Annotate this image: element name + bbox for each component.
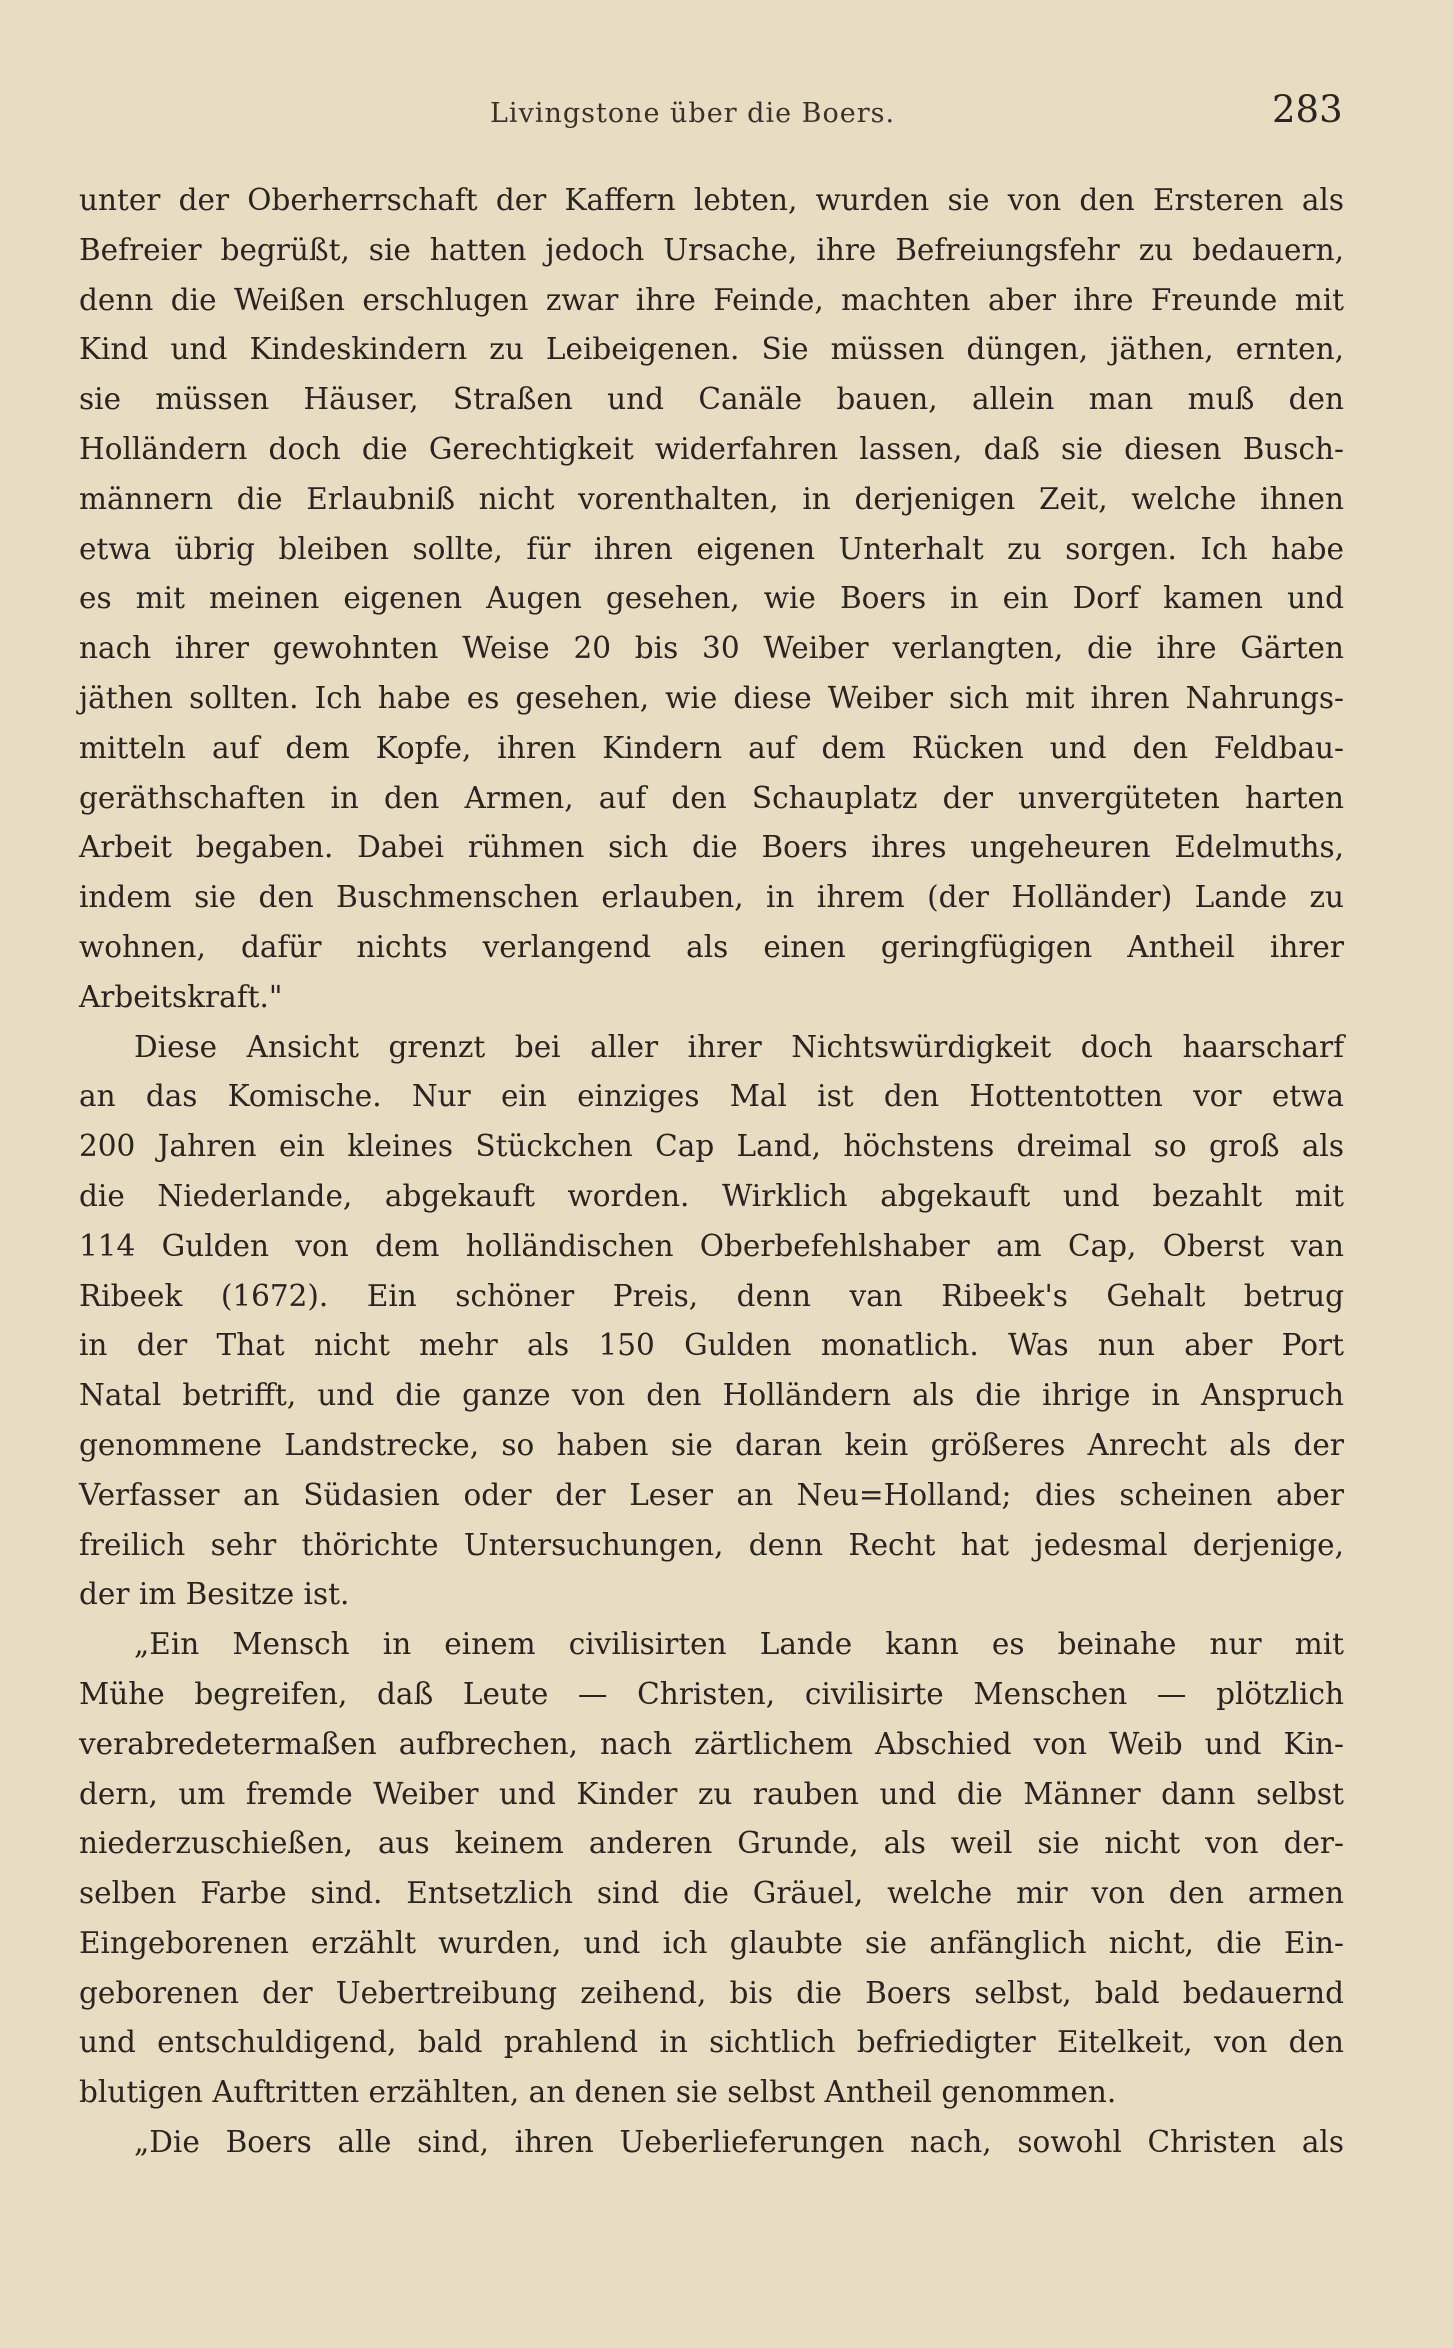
text-line: Arbeitskraft.": [79, 979, 283, 1014]
text-line: Kind und Kindeskindern zu Leibeigenen. Sie müssen düngen, jäthen, ernten,: [79, 332, 1344, 367]
text-line: freilich sehr thörichte Untersuchungen, denn Recht hat jedesmal derjenige,: [79, 1527, 1344, 1562]
text-line: 200 Jahren ein kleines Stückchen Cap Land, höchstens dreimal so groß als: [79, 1129, 1344, 1164]
text-line: an das Komische. Nur ein einziges Mal ist den Hottentotten vor etwa: [79, 1079, 1344, 1114]
text-line: und entschuldigend, bald prahlend in sichtlich befriedigter Eitelkeit, von den: [79, 2025, 1344, 2060]
text-line: es mit meinen eigenen Augen gesehen, wie Boers in ein Dorf kamen und: [79, 581, 1344, 616]
text-line: Arbeit begaben. Dabei rühmen sich die Boers ihres ungeheuren Edelmuths,: [79, 830, 1344, 865]
text-line: genommene Landstrecke, so haben sie daran kein größeres Anrecht als der: [79, 1427, 1344, 1462]
text-line: Eingeborenen erzählt wurden, und ich glaubte sie anfänglich nicht, die Ein-: [79, 1925, 1344, 1960]
text-line: der im Besitze ist.: [79, 1577, 350, 1612]
text-line: indem sie den Buschmenschen erlauben, in ihrem (der Holländer) Lande zu: [79, 880, 1344, 915]
text-line: geborenen der Uebertreibung zeihend, bis die Boers selbst, bald bedauernd: [79, 1975, 1344, 2010]
text-line: männern die Erlaubniß nicht vorenthalten, in derjenigen Zeit, welche ihnen: [79, 481, 1344, 516]
text-line: jäthen sollten. Ich habe es gesehen, wie diese Weiber sich mit ihren Nahrungs-: [79, 680, 1344, 715]
body-text: [79, 176, 1344, 2168]
text-line: niederzuschießen, aus keinem anderen Grunde, als weil sie nicht von der-: [79, 1826, 1344, 1861]
text-line: dern, um fremde Weiber und Kinder zu rauben und die Männer dann selbst: [79, 1776, 1344, 1811]
text-line: denn die Weißen erschlugen zwar ihre Feinde, machten aber ihre Freunde mit: [79, 282, 1344, 317]
text-line: blutigen Auftritten erzählten, an denen sie selbst Antheil genommen.: [79, 2075, 1117, 2110]
text-line: unter der Oberherrschaft der Kaffern lebten, wurden sie von den Ersteren als: [79, 183, 1344, 217]
text-line: Holländern doch die Gerechtigkeit widerfahren lassen, daß sie diesen Busch-: [79, 431, 1344, 466]
text-line: geräthschaften in den Armen, auf den Schauplatz der unvergüteten harten: [79, 780, 1344, 815]
text-line: Verfasser an Südasien oder der Leser an Neu=Holland; dies scheinen aber: [79, 1477, 1344, 1512]
text-line: etwa übrig bleiben sollte, für ihren eigenen Unterhalt zu sorgen. Ich habe: [79, 531, 1344, 566]
text-line: wohnen, dafür nichts verlangend als einen geringfügigen Antheil ihrer: [79, 929, 1344, 964]
text-line: Ribeek (1672). Ein schöner Preis, denn van Ribeek's Gehalt betrug: [79, 1278, 1344, 1313]
page-number: 283: [1272, 88, 1343, 131]
running-header: [0, 88, 1350, 138]
running-title: Livingstone über die Boers.: [490, 98, 896, 129]
text-line: die Niederlande, abgekauft worden. Wirklich abgekauft und bezahlt mit: [79, 1178, 1344, 1213]
text-line: 114 Gulden von dem holländischen Oberbefehlshaber am Cap, Oberst van: [79, 1228, 1344, 1263]
text-line: mitteln auf dem Kopfe, ihren Kindern auf dem Rücken und den Feldbau-: [79, 730, 1344, 765]
text-line: Mühe begreifen, daß Leute — Christen, civilisirte Menschen — plötzlich: [79, 1676, 1344, 1711]
text-line: selben Farbe sind. Entsetzlich sind die Gräuel, welche mir von den armen: [79, 1876, 1344, 1911]
text-line: „Ein Mensch in einem civilisirten Lande kann es beinahe nur mit: [134, 1627, 1344, 1662]
text-line: Befreier begrüßt, sie hatten jedoch Ursache, ihre Befreiungsfehr zu bedauern,: [79, 232, 1344, 267]
text-line: verabredetermaßen aufbrechen, nach zärtlichem Abschied von Weib und Kin-: [79, 1726, 1344, 1761]
text-line: „Die Boers alle sind, ihren Ueberlieferungen nach, sowohl Christen als: [134, 2125, 1344, 2160]
text-line: Natal betrifft, und die ganze von den Holländern als die ihrige in Anspruch: [79, 1378, 1344, 1413]
text-line: nach ihrer gewohnten Weise 20 bis 30 Weiber verlangten, die ihre Gärten: [79, 631, 1344, 666]
text-line: in der That nicht mehr als 150 Gulden monatlich. Was nun aber Port: [79, 1328, 1344, 1363]
text-line: sie müssen Häuser, Straßen und Canäle bauen, allein man muß den: [79, 382, 1344, 417]
text-line: Diese Ansicht grenzt bei aller ihrer Nichtswürdigkeit doch haarscharf: [134, 1029, 1344, 1064]
